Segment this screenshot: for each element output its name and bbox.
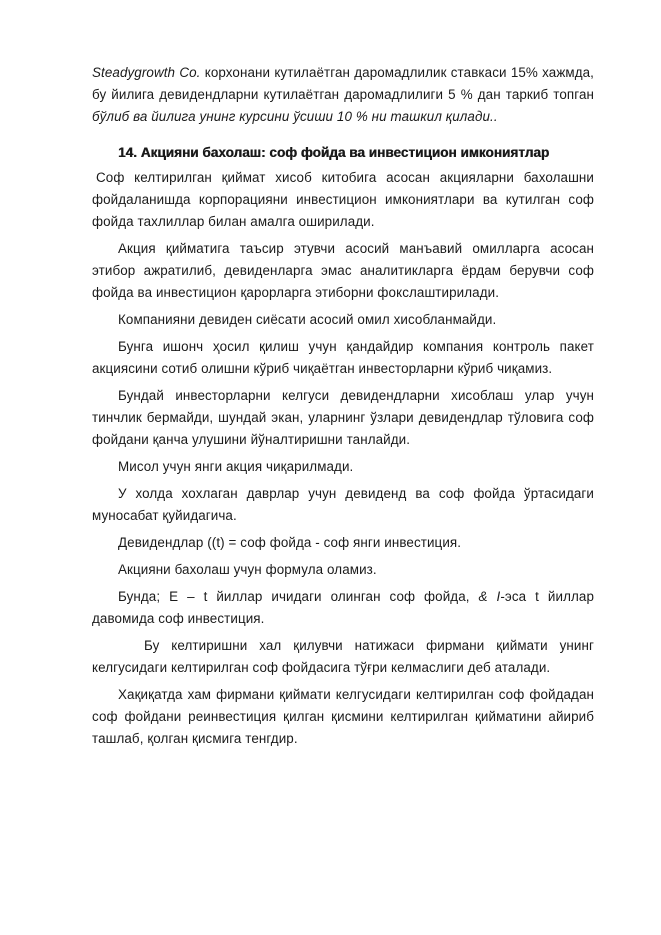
paragraph-6: Мисол учун янги акция чиқарилмади. [118,459,354,474]
paragraph-12: Хақиқатда хам фирмани қиймати келгусидаги келтирилган соф фойдадан соф фойдани реинвестиция қилган қисмини келтирилган қийматини айириб ташлаб, қолган қисмига тенгдир. [92,687,594,746]
paragraph-7: У холда хохлаган даврлар учун девиденд ва соф фойда ўртасидаги муносабат қуйидагича. [92,486,594,523]
paragraph-4: Бунга ишонч ҳосил қилиш учун қандайдир компания контроль пакет акциясини сотиб олишни кўриб чиқаётган инвесторларни кўриб чиқамиз. [92,339,594,376]
company-name: Steadygrowth [92,65,176,80]
paragraph-5: Бундай инвесторларни келгуси девидендларни хисоблаш улар учун тинчлик бермайди, шундай экан, уларнинг ўзлари девидендлар тўловига соф фойдани қанча улушини йўналтиришни танлайди. [92,388,594,447]
paragraph-1: Соф келтирилган қиймат хисоб китобига асосан акцияларни бахолашни фойдаланишда корпорацияни инвестицион имкониятлари ва кутилган соф фойда тахлиллар билан амалга оширилади. [92,170,594,229]
paragraph-8-formula: Девидендлар ((t) = соф фойда - соф янги инвестиция. [118,535,462,550]
intro-text: корхонани кутилаётган даромадлилик ставкаси 15% хажмда, бу йилига девидендларни кутилаётган даромадлилиги 5 % дан таркиб топган [92,65,594,102]
document-page [92,62,594,750]
intro-italic-text: бўлиб ва йилига унинг курсини ўсиши 10 % ни ташкил қилади.. [92,109,498,124]
paragraph-3: Компанияни девиден сиёсати асосий омил хисобланмайди. [118,312,497,327]
paragraph-2: Акция қийматига таъсир этувчи асосий манъавий омилларга асосан этибор ажратилиб, девиденларга эмас аналитикларга ёрдам берувчи соф фойда ва инвестицион қарорларга этиборни фокслаштирилади. [92,241,594,300]
paragraph-10-end: -эса t йиллар давомида соф инвестиция. [92,589,594,626]
intro-paragraph [92,62,594,128]
paragraph-10-symbol: & I [478,589,501,604]
paragraph-11: Бу келтиришни хал қилувчи натижаси фирмани қиймати унинг келгусидаги келтирилган соф фойдасига тўғри келмаслиги деб аталади. [92,638,594,675]
company-suffix: Co. [179,65,201,80]
paragraph-10-start: Бунда; E – t йиллар ичидаги олинган соф фойда, [118,589,479,604]
section-heading: 14. Акцияни бахолаш: соф фойда ва инвестицион имкониятлар [118,145,550,160]
paragraph-9: Акцияни бахолаш учун формула оламиз. [118,562,377,577]
paragraph-10 [92,586,594,630]
